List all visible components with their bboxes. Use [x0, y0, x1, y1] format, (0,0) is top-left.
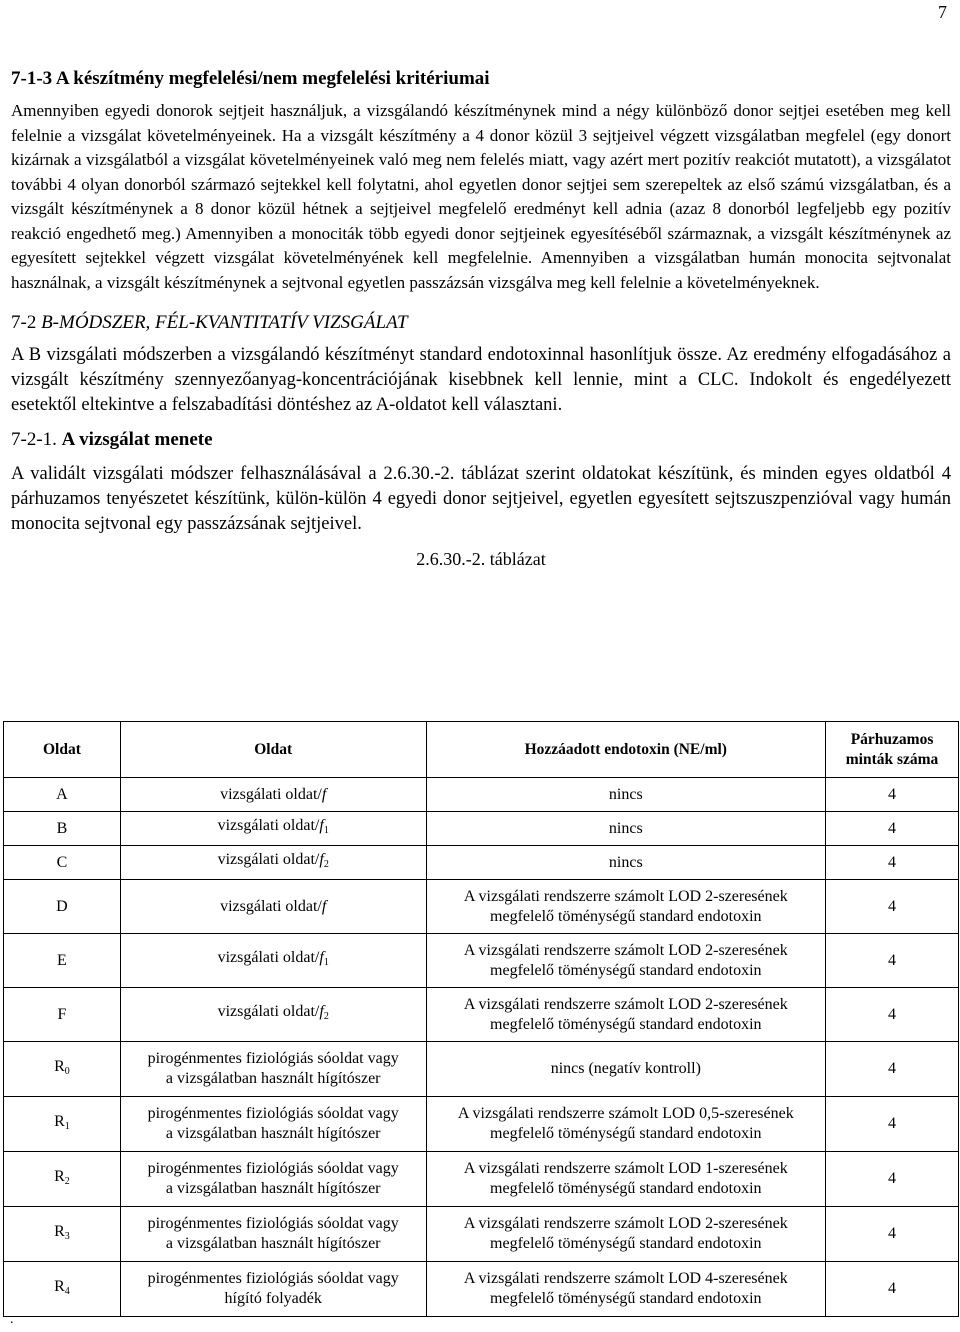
cell-solution [120, 1262, 426, 1317]
solution-id-subscript: 0 [64, 1065, 70, 1077]
section-number: 7-2 [11, 312, 37, 333]
solution-subscript: 1 [323, 825, 329, 836]
cell-replicates: 4 [826, 1207, 959, 1262]
cell-solution [120, 1152, 426, 1207]
solution-text: pirogénmentes fiziológiás sóoldat vagy [147, 1270, 399, 1287]
solution-text-line2: hígító folyadék [224, 1290, 322, 1307]
header-solution-id: Oldat [4, 722, 121, 778]
endotoxin-text-line2: megfelelő töménységű standard endotoxin [490, 1015, 762, 1033]
solution-id: R [54, 1057, 65, 1075]
cell-solution-id [4, 1097, 121, 1152]
solution-subscript: 2 [323, 1011, 329, 1022]
solution-text: vizsgálati oldat/ [217, 817, 320, 834]
solution-id: B [56, 819, 68, 837]
cell-replicates: 4 [826, 846, 959, 880]
endotoxin-text: A vizsgálati rendszerre számolt LOD 2-szeresének [463, 995, 788, 1013]
solution-id: C [56, 853, 68, 871]
solution-variable: f [321, 897, 327, 915]
header-solution: Oldat [120, 722, 426, 778]
table-row [4, 880, 959, 934]
endotoxin-text-line2: megfelelő töménységű standard endotoxin [490, 961, 762, 979]
solution-text: vizsgálati oldat/ [217, 949, 320, 966]
cell-replicates: 4 [826, 778, 959, 812]
solution-variable: f [319, 851, 324, 868]
solution-subscript: 1 [323, 957, 329, 968]
cell-replicates: 4 [826, 1042, 959, 1097]
solution-text: pirogénmentes fiziológiás sóoldat vagy [147, 1105, 399, 1122]
endotoxin-text: nincs [608, 785, 643, 803]
solution-id: F [57, 1005, 67, 1023]
cell-solution-id [4, 934, 121, 988]
table-row [4, 1207, 959, 1262]
solution-id-subscript: 1 [64, 1120, 70, 1132]
cell-endotoxin [426, 1152, 826, 1207]
section-title: B-MÓDSZER, FÉL-KVANTITATÍV VIZSGÁLAT [41, 312, 408, 333]
cell-replicates: 4 [826, 812, 959, 846]
solution-text: vizsgálati oldat/ [217, 851, 320, 868]
cell-solution-id [4, 846, 121, 880]
cell-solution [120, 812, 426, 846]
solution-id: R [54, 1277, 65, 1295]
cell-endotoxin [426, 1207, 826, 1262]
cell-solution [120, 778, 426, 812]
cell-replicates: 4 [826, 988, 959, 1042]
footer-mark: . [10, 1312, 14, 1327]
cell-endotoxin [426, 778, 826, 812]
endotoxin-text-line2: megfelelő töménységű standard endotoxin [490, 1125, 762, 1142]
header-replicates [826, 722, 959, 778]
endotoxin-text-line2: megfelelő töménységű standard endotoxin [490, 907, 762, 925]
table-row [4, 846, 959, 880]
endotoxin-text-line2: megfelelő töménységű standard endotoxin [490, 1235, 762, 1252]
solution-text: pirogénmentes fiziológiás sóoldat vagy [147, 1050, 399, 1067]
endotoxin-text: A vizsgálati rendszerre számolt LOD 2-szeresének [463, 1215, 788, 1232]
cell-solution [120, 1042, 426, 1097]
solution-text: vizsgálati oldat/ [220, 785, 322, 803]
document-body [11, 68, 951, 570]
table-row [4, 778, 959, 812]
endotoxin-text: A vizsgálati rendszerre számolt LOD 1-szeresének [463, 1160, 788, 1177]
solution-text-line2: a vizsgálatban használt hígítószer [165, 1235, 381, 1252]
page-number: 7 [938, 2, 947, 22]
cell-replicates: 4 [826, 1152, 959, 1207]
solutions-table [3, 721, 959, 1317]
cell-solution-id [4, 1207, 121, 1262]
cell-endotoxin [426, 846, 826, 880]
solution-variable: f [319, 949, 324, 966]
solution-text-line2: a vizsgálatban használt hígítószer [165, 1180, 381, 1197]
cell-replicates: 4 [826, 934, 959, 988]
table-row [4, 988, 959, 1042]
endotoxin-text: nincs [608, 819, 643, 837]
cell-replicates: 4 [826, 880, 959, 934]
paragraph-procedure: A validált vizsgálati módszer felhasználásával a 2.6.30.-2. táblázat szerint oldatokat készítünk, és minden egyes oldatból 4 párhuzamos tenyészetet készítünk, külön-külön 4 egyedi donor sejtjeivel, egyetlen egyesített sejtszuszpenzióval vagy humán monocita sejtvonal egy passzázsának sejtjeivel. [11, 464, 951, 534]
solution-id-subscript: 3 [64, 1230, 70, 1242]
header-replicates-line2: minták száma [845, 750, 939, 768]
solution-id: R [54, 1167, 65, 1185]
solution-text-line2: a vizsgálatban használt hígítószer [165, 1125, 381, 1142]
header-replicates-line1: Párhuzamos [850, 730, 934, 748]
solution-subscript: 2 [323, 859, 329, 870]
solution-text: vizsgálati oldat/ [217, 1003, 320, 1020]
solution-id: R [54, 1112, 65, 1130]
cell-endotoxin [426, 934, 826, 988]
cell-replicates: 4 [826, 1262, 959, 1317]
cell-replicates: 4 [826, 1097, 959, 1152]
solution-id-subscript: 4 [64, 1285, 70, 1297]
table-row [4, 1097, 959, 1152]
cell-endotoxin [426, 988, 826, 1042]
cell-endotoxin [426, 880, 826, 934]
endotoxin-text: nincs (negatív kontroll) [550, 1060, 701, 1077]
cell-endotoxin [426, 1097, 826, 1152]
solution-id: A [56, 785, 68, 803]
header-endotoxin: Hozzáadott endotoxin (NE/ml) [426, 722, 826, 778]
solution-variable: f [319, 817, 324, 834]
cell-endotoxin [426, 1042, 826, 1097]
section-heading-7-2-1 [11, 429, 951, 451]
cell-solution-id [4, 988, 121, 1042]
cell-solution [120, 1207, 426, 1262]
cell-solution [120, 880, 426, 934]
solution-variable: f [319, 1003, 324, 1020]
section-heading-7-2 [11, 312, 951, 334]
section-title: A vizsgálat menete [61, 429, 213, 450]
cell-solution-id [4, 1262, 121, 1317]
solution-id: R [54, 1222, 65, 1240]
section-number: 7-2-1. [11, 429, 57, 450]
cell-solution-id [4, 812, 121, 846]
cell-endotoxin [426, 1262, 826, 1317]
endotoxin-text: A vizsgálati rendszerre számolt LOD 2-szeresének [463, 941, 788, 959]
paragraph-acceptance-criteria: Amennyiben egyedi donorok sejtjeit használjuk, a vizsgálandó készítménynek mind a négy különböző donor sejtjei esetében meg kell felelnie a vizsgálat követelményeinek. Ha a vizsgált készítmény a 4 donor közül 3 sejtjeivel végzett vizsgálatban megfelel (egy donort kizárnak a vizsgálatból a vizsgálat követelményeinek való meg nem felelés miatt, vagy azért mert pozitív reakciót mutatott), a vizsgálatot további 4 olyan donorból származó sejtekkel kell folytatni, ahol egyetlen donor sejtjei sem szerepeltek az első számú vizsgálatban, és a vizsgált készítménynek a 8 donor közül hétnek a sejtjeivel megfelelő eredményt kell adnia (azaz 8 donorból legfeljebb egy pozitív reakció engedhető meg.) Amennyiben a monociták több egyedi donor sejtjeinek egyesítéséből származnak, a vizsgált készítménynek az egyesített sejtekkel végzett vizsgálat követelményének kell megfelelnie. Amennyiben a vizsgálatban humán monocita sejtvonalat használnak, a vizsgált készítménynek a sejtvonal egyetlen passzázsán vizsgálva meg kell felelnie a követelményeknek. [11, 101, 951, 292]
paragraph-method-b: A B vizsgálati módszerben a vizsgálandó készítményt standard endotoxinnal hasonlítjuk össze. Az eredmény elfogadásához a vizsgált készítmény szennyezőanyag-koncentrációjának kisebbnek kell lennie, mint a CLC. Indokolt és engedélyezett esetektől eltekintve a felszabadítási döntéshez az A-oldatot kell választani. [11, 345, 951, 415]
endotoxin-text: A vizsgálati rendszerre számolt LOD 0,5-szeresének [457, 1105, 794, 1122]
solution-id-subscript: 2 [64, 1175, 70, 1187]
section-heading-7-1-3: 7-1-3 A készítmény megfelelési/nem megfelelési kritériumai [11, 68, 490, 89]
table-row [4, 1152, 959, 1207]
table-header-row [4, 722, 959, 778]
cell-solution [120, 846, 426, 880]
table-row [4, 1262, 959, 1317]
solution-text-line2: a vizsgálatban használt hígítószer [165, 1070, 381, 1087]
table-row [4, 934, 959, 988]
cell-solution [120, 934, 426, 988]
solution-id: D [56, 897, 68, 915]
cell-solution-id [4, 778, 121, 812]
table-row [4, 1042, 959, 1097]
cell-endotoxin [426, 812, 826, 846]
cell-solution [120, 1097, 426, 1152]
solution-variable: f [321, 785, 327, 803]
solution-id: E [57, 951, 67, 969]
cell-solution-id [4, 1152, 121, 1207]
cell-solution-id [4, 880, 121, 934]
cell-solution-id [4, 1042, 121, 1097]
endotoxin-text: nincs [608, 853, 643, 871]
endotoxin-text-line2: megfelelő töménységű standard endotoxin [490, 1180, 762, 1197]
endotoxin-text-line2: megfelelő töménységű standard endotoxin [490, 1290, 762, 1307]
table-caption: 2.6.30.-2. táblázat [416, 549, 546, 569]
table-row [4, 812, 959, 846]
cell-solution [120, 988, 426, 1042]
endotoxin-text: A vizsgálati rendszerre számolt LOD 4-szeresének [463, 1270, 788, 1287]
solution-text: pirogénmentes fiziológiás sóoldat vagy [147, 1215, 399, 1232]
solution-text: vizsgálati oldat/ [220, 897, 322, 915]
endotoxin-text: A vizsgálati rendszerre számolt LOD 2-szeresének [463, 887, 788, 905]
solution-text: pirogénmentes fiziológiás sóoldat vagy [147, 1160, 399, 1177]
